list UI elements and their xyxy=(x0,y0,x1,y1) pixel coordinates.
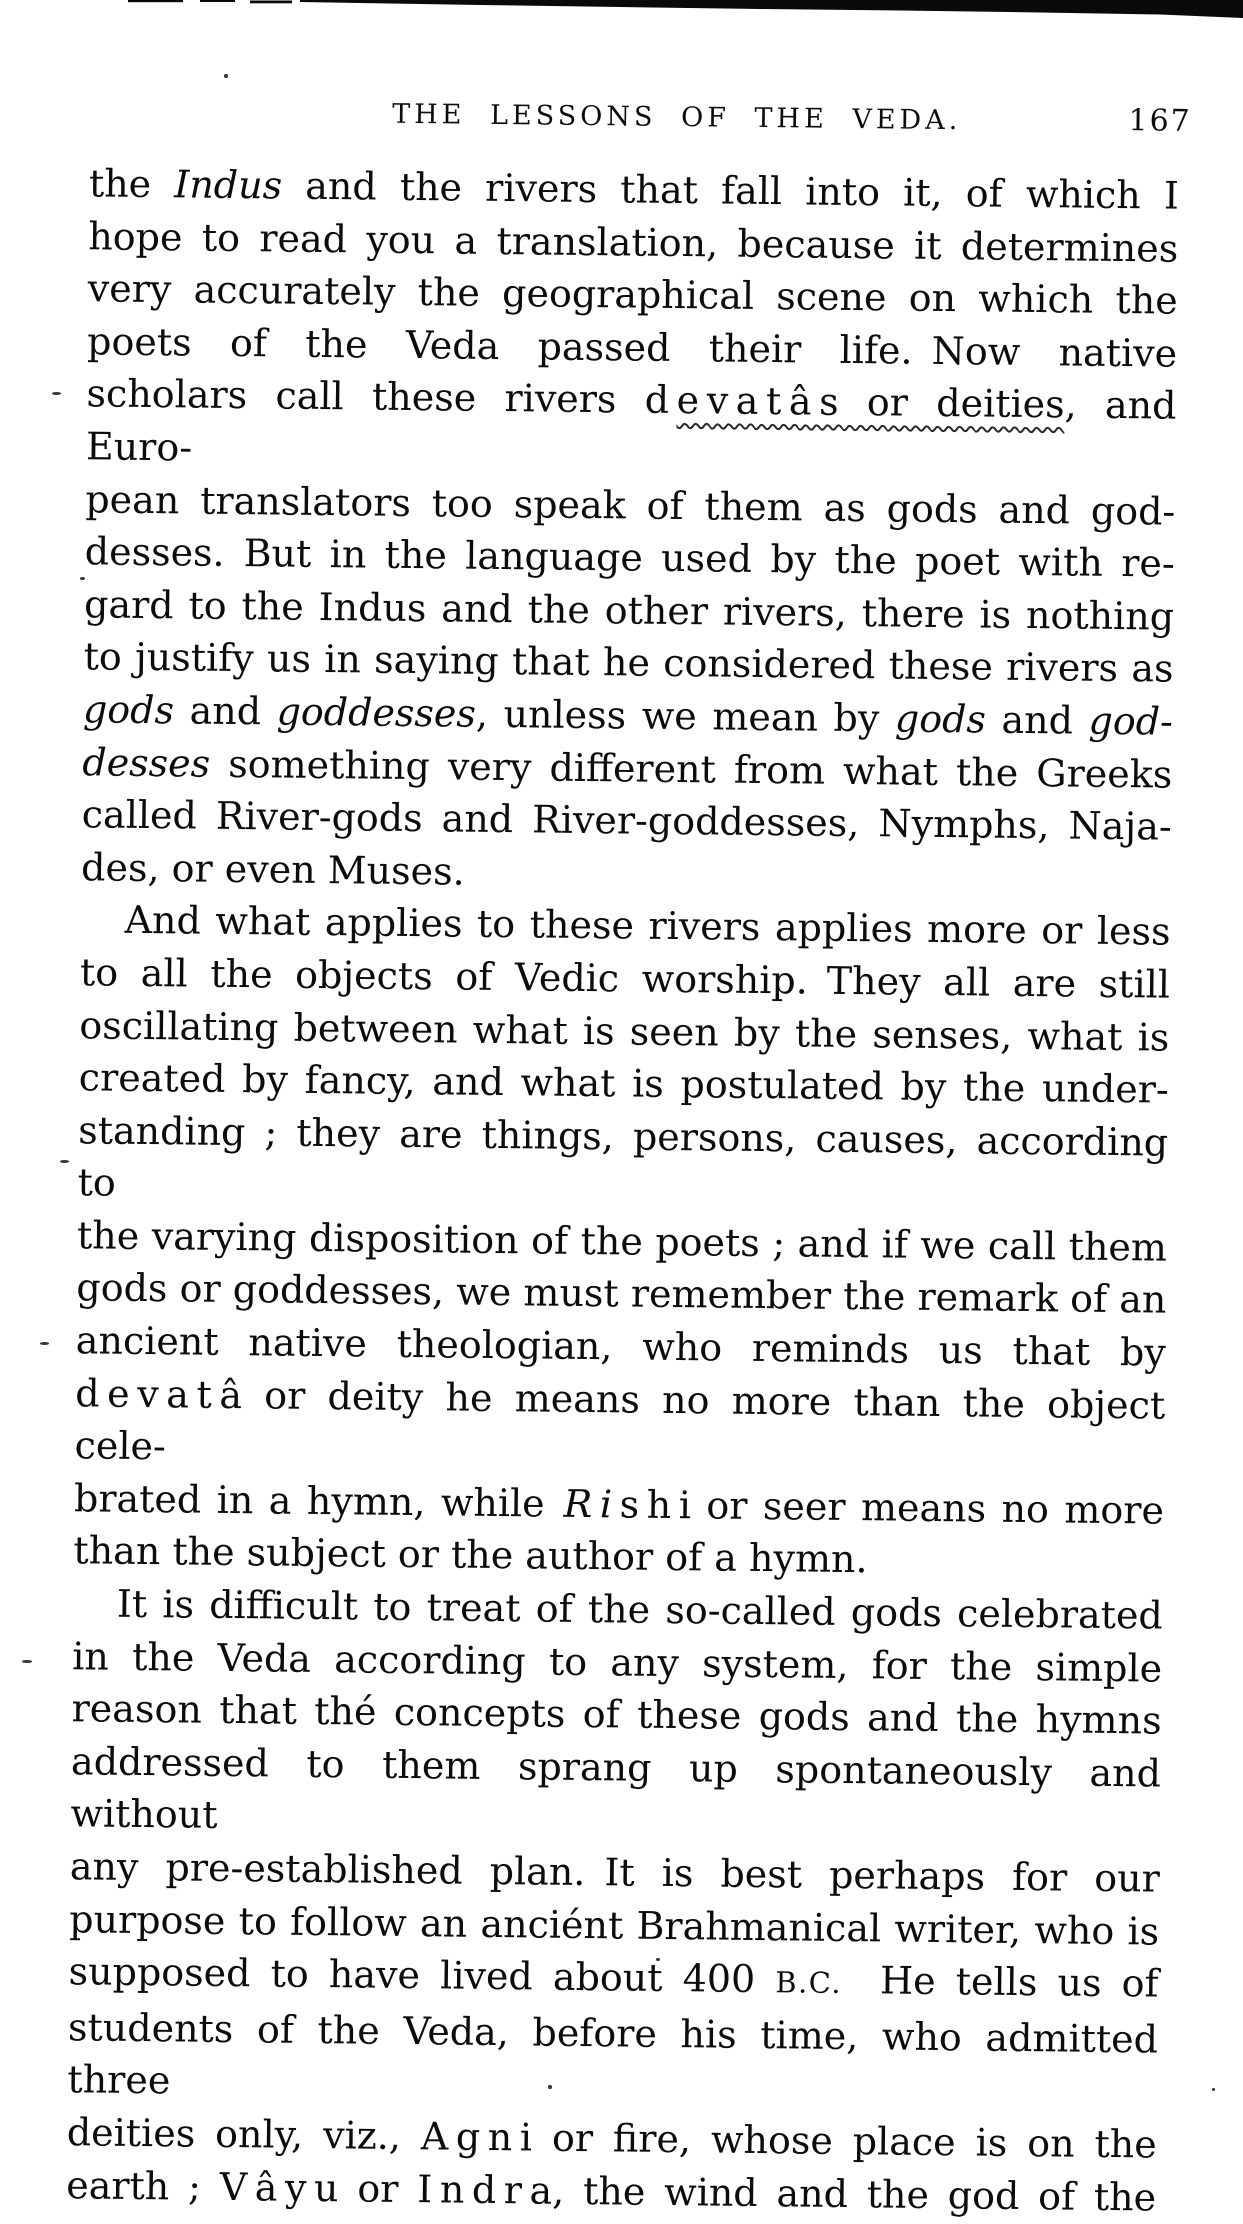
text-line: addressed to them sprang up spontaneously and without xyxy=(70,1739,1162,1838)
text-line: It is difficult to treat of the so-called gods celebrated xyxy=(116,1581,1164,1638)
text-line: scholars call these rivers d e v a t â s or deities, and Euro- xyxy=(85,371,1177,470)
scan-speck xyxy=(1212,2088,1215,2091)
text-line: purpose to follow an anciént Brahmanical writer, who is xyxy=(69,1896,1160,1954)
text-line: to all the objects of Vedic worship. They all are still xyxy=(79,950,1171,1007)
text-line: the Indus and the rivers that fall into it, of which I xyxy=(88,161,1180,218)
text-line: students of the Veda, before his time, who admitted three xyxy=(67,2004,1159,2103)
text-line: desses. But in the language used by the poet with re- xyxy=(84,529,1175,586)
text-line: than the subject or the author of a hymn. xyxy=(73,1528,868,1582)
text-line: brated in a hymn, while R i s h i or seer means no more xyxy=(73,1476,1165,1533)
text-line: pean translators too speak of them as gods and god- xyxy=(85,476,1176,534)
text-line: poets of the Veda passed their life. Now native xyxy=(86,319,1178,376)
text-line: earth ; V â y u or I n d r a, the wind and the god of the xyxy=(66,2162,1157,2220)
text-line: d e v a t â or deity he means no more than the object cele- xyxy=(74,1370,1166,1469)
text-line: in the Veda according to any system, for the simple xyxy=(72,1633,1163,1691)
page-content xyxy=(66,91,1192,2223)
text-line: oscillating between what is seen by the senses, what is xyxy=(79,1002,1170,1060)
scan-speck xyxy=(22,1660,32,1663)
text-line: to justify us in saying that he considered these rivers as xyxy=(83,634,1174,691)
text-line: desses something very different from what the Greeks xyxy=(82,739,1173,797)
text-line: And what applies to these rivers applies more or less xyxy=(124,898,1171,954)
scan-speck xyxy=(40,1342,49,1345)
text-line: reason that thé concepts of these gods and the hymns xyxy=(71,1686,1162,1743)
text-line: created by fancy, and what is postulated by the under- xyxy=(78,1055,1169,1112)
scan-edge-artifact xyxy=(0,0,1243,30)
text-line: des, or even Muses. xyxy=(80,844,465,894)
text-line: called River-gods and River-goddesses, Nymphs, Naja- xyxy=(81,792,1172,849)
text-line: ancient native theologian, who reminds us that by xyxy=(75,1318,1167,1375)
text-line: very accurately the geographical scene on which the xyxy=(87,266,1178,323)
scan-speck xyxy=(52,392,61,395)
scan-speck xyxy=(60,1160,69,1163)
running-head-title: THE LESSONS OF THE VEDA. xyxy=(392,98,962,137)
text-line: gods and goddesses, unless we mean by gods and god- xyxy=(82,687,1174,744)
text-body xyxy=(66,157,1179,2223)
text-line: the varying disposition of the poets ; and if we call them xyxy=(76,1213,1168,1270)
text-line: gard to the Indus and the other rivers, there is nothing xyxy=(83,582,1175,639)
text-line: deities only, viz., A g n i or fire, whose place is on the xyxy=(66,2110,1158,2167)
running-head xyxy=(89,91,1192,149)
text-line: any pre-established plan. It is best perhaps for our xyxy=(69,1844,1161,1901)
text-line: hope to read you a translation, because it determines xyxy=(88,213,1179,271)
page-number: 167 xyxy=(1128,103,1192,139)
text-line: supposed to have lived about 400 B.C. He tells us of xyxy=(68,1949,1159,2006)
text-line: standing ; they are things, persons, causes, according to xyxy=(77,1107,1169,1205)
scan-speck xyxy=(224,74,228,78)
text-line: gods or goddesses, we must remember the remark of an xyxy=(76,1265,1167,1323)
